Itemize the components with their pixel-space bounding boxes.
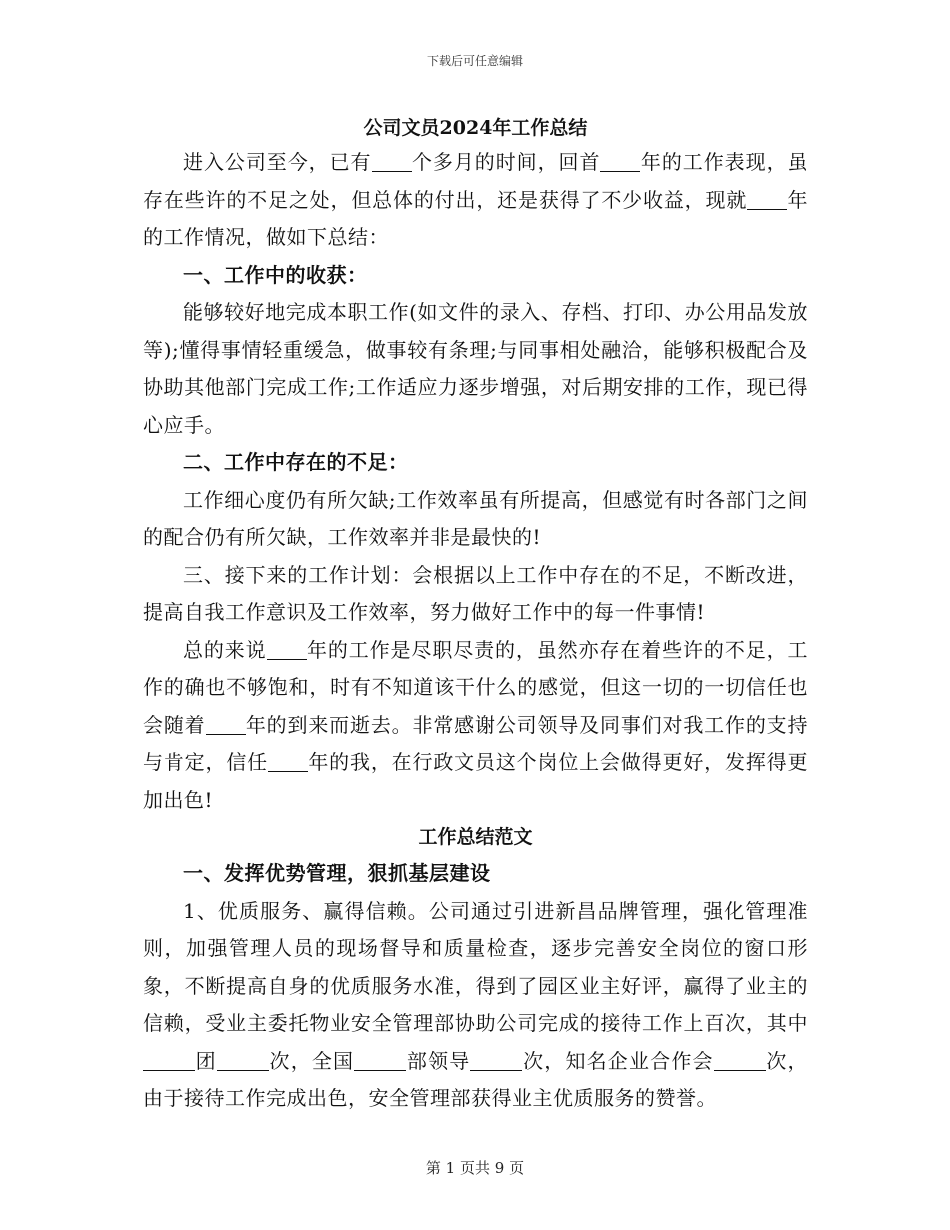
blank-line [267, 639, 307, 660]
second-title: 工作总结范文 [418, 826, 533, 848]
blank-line [217, 1050, 269, 1071]
document-body [143, 112, 808, 1118]
service-paragraph: 1、优质服务、赢得信赖。公司通过引进新昌品牌管理，强化管理准则，加强管理人员的现场督导和质量检查，逐步完善安全岗位的窗口形象，不断提高自身的优质服务水准，得到了园区业主好评，赢得了业主的信赖，受业主委托物业安全管理部协助公司完成的接待工作上百次，其中团 次，全国 部领导 次，知名企业合作会 次，由于接待工作完成出色，安全管理部获得业主优质服务的赞誉。 [143, 898, 809, 1110]
shortcomings-paragraph: 工作细心度仍有所欠缺;工作效率虽有所提高，但感觉有时各部门之间的配合仍有所欠缺，工作效率并非是最快的! [143, 487, 808, 549]
blank-line [747, 189, 787, 210]
intro-paragraph: 进入公司至今，已有 个多月的时间，回首 年的工作表现，虽存在些许的不足之处，但总体的付出，还是获得了不少收益，现就 年的工作情况，做如下总结： [143, 150, 809, 249]
section-heading-gains: 一、工作中的收获： [183, 262, 368, 287]
blank-line [372, 151, 412, 172]
plan-paragraph: 三、接下来的工作计划：会根据以上工作中存在的不足，不断改进，提高自我工作意识及工作效率，努力做好工作中的每一件事情! [143, 562, 808, 624]
blank-line [470, 1050, 522, 1071]
blank-line [206, 714, 246, 735]
page-footer: 第 1 页共 9 页 [425, 1159, 525, 1177]
page-header: 下载后可任意编辑 [426, 54, 523, 68]
section-heading-shortcomings: 二、工作中存在的不足： [183, 450, 409, 474]
blank-line [600, 151, 640, 172]
document-title: 公司文员2024年工作总结 [363, 117, 588, 139]
blank-line [143, 1050, 195, 1071]
section-heading-management: 一、发挥优势管理，狠抓基层建设 [183, 861, 491, 885]
gains-paragraph: 能够较好地完成本职工作(如文件的录入、存档、打印、办公用品发放等);懂得事情轻重缓急，做事较有条理;与同事相处融洽，能够积极配合及协助其他部门完成工作;工作适应力逐步增强，对后期安排的工作，现已得心应手。 [143, 300, 808, 437]
summary-paragraph: 总的来说 年的工作是尽职尽责的，虽然亦存在着些许的不足，工作的确也不够饱和，时有不知道该干什么的感觉，但这一切的一切信任也会随着 年的到来而逝去。非常感谢公司领导及同事们对我工作的支持与肯定，信任 年的我，在行政文员这个岗位上会做得更好，发挥得更加出色! [143, 637, 809, 812]
blank-line [268, 751, 308, 772]
blank-line [714, 1050, 766, 1071]
blank-line [354, 1050, 406, 1071]
